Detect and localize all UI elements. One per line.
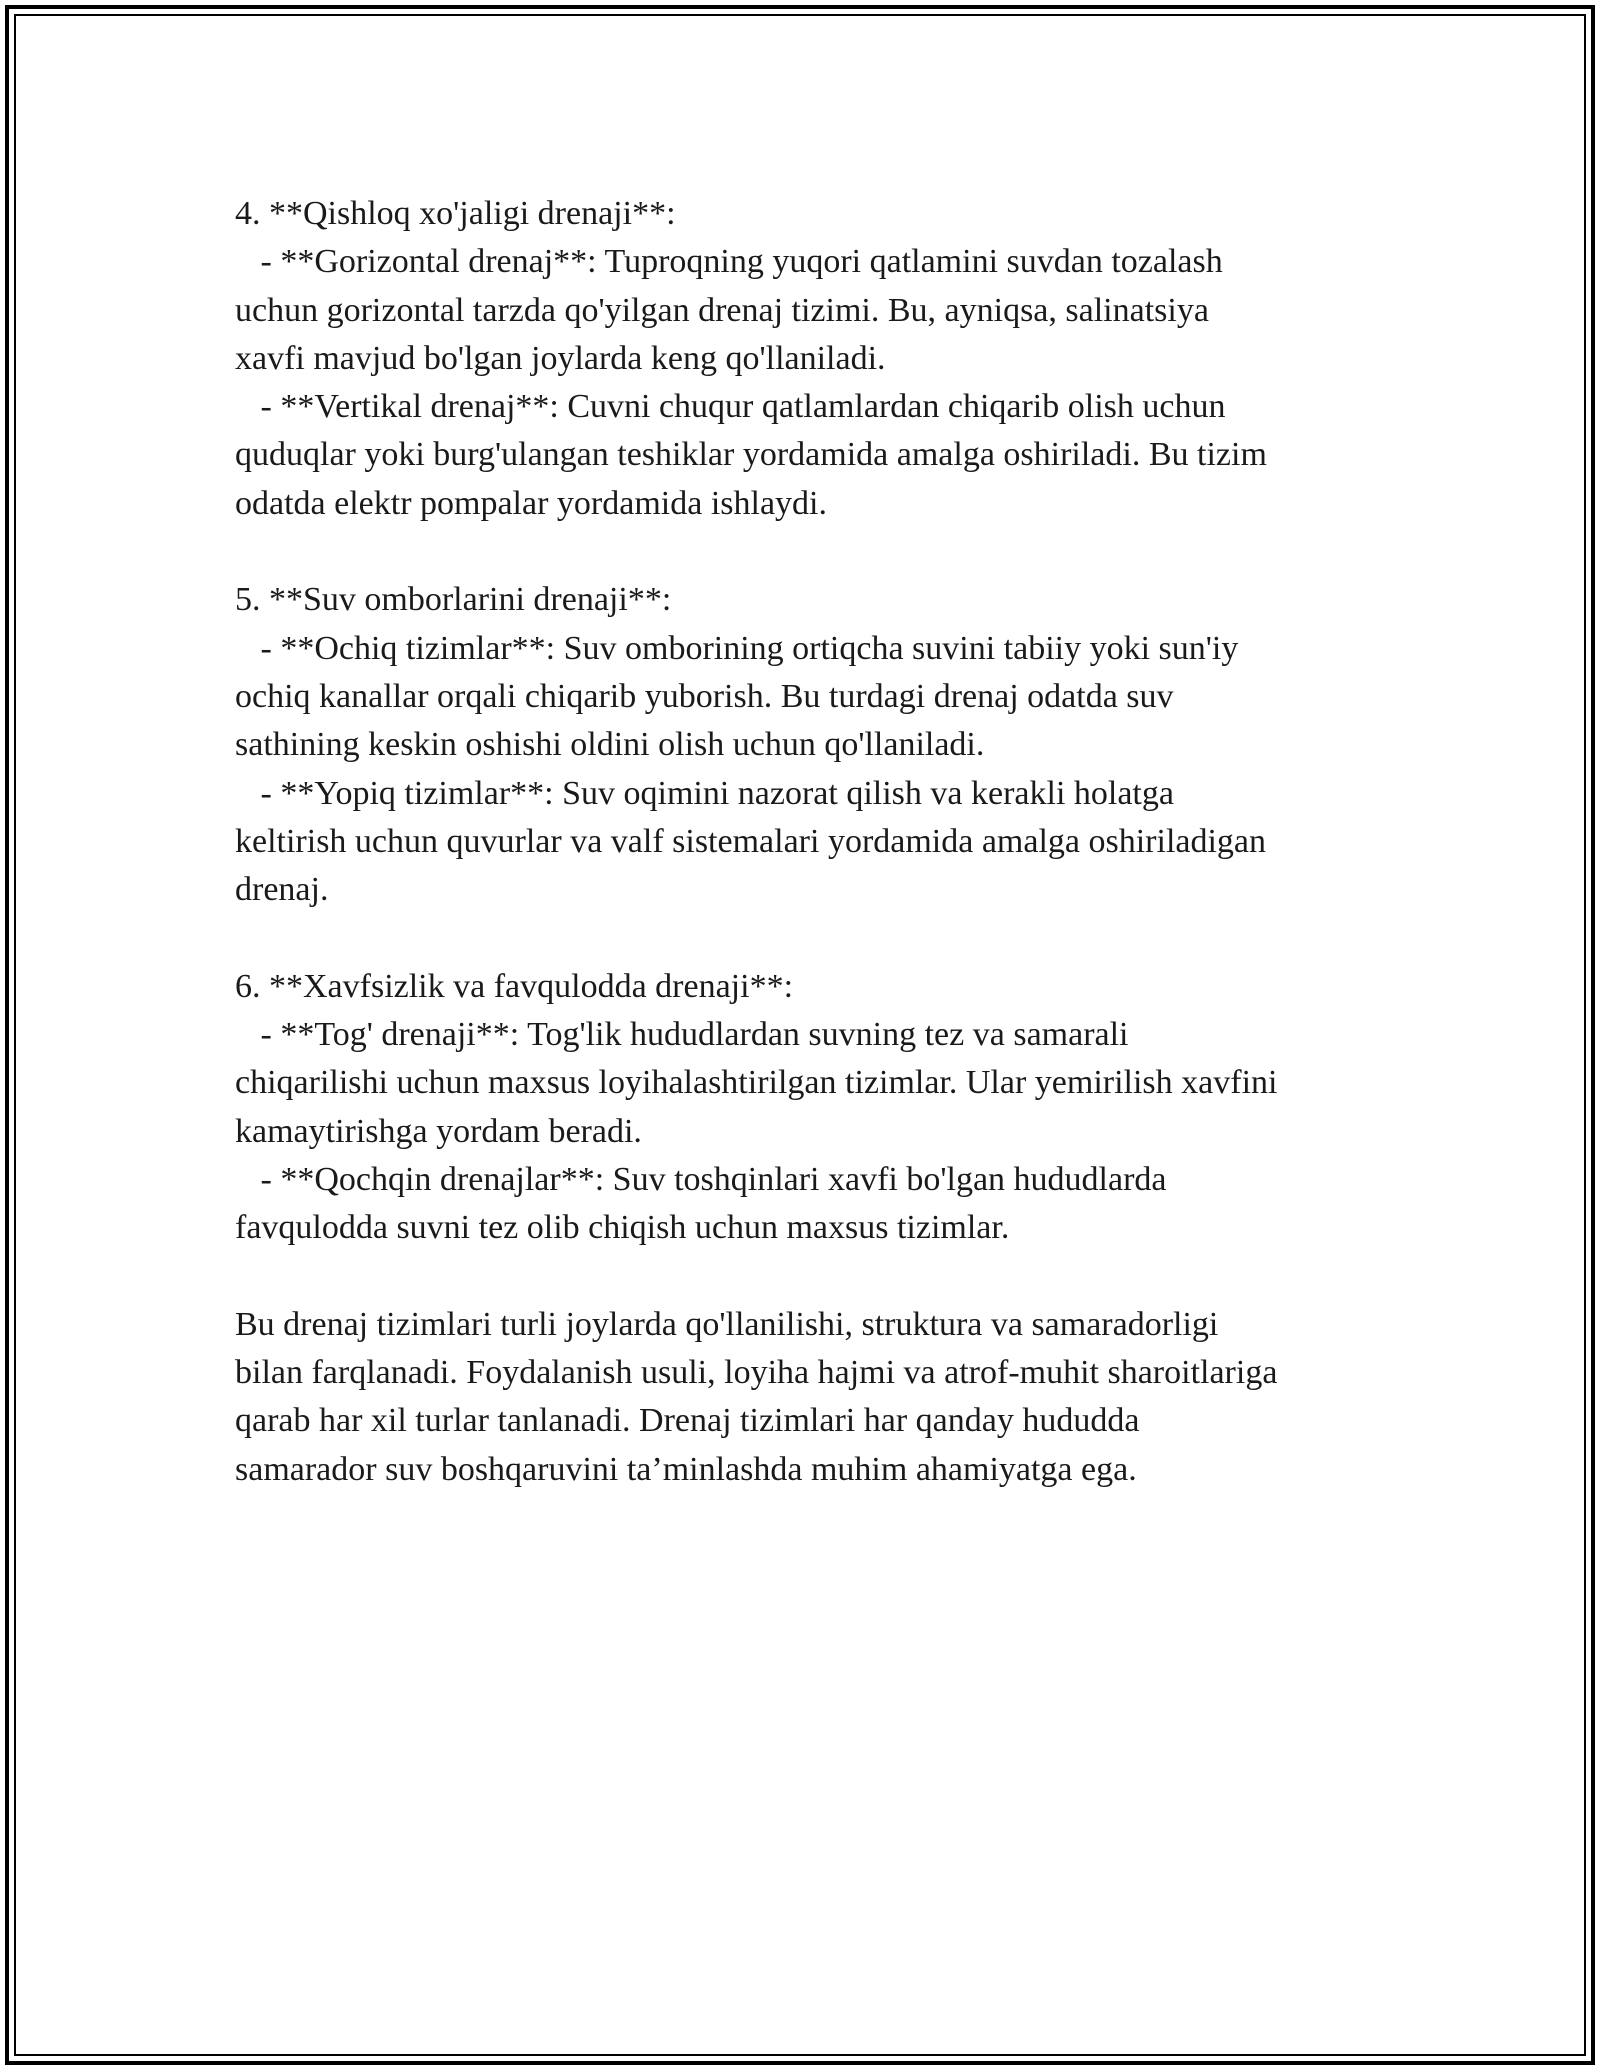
conclusion-line: Bu drenaj tizimlari turli joylarda qo'llanilishi, struktura va samaradorligi xyxy=(235,1305,1219,1343)
section-line: drenaj. xyxy=(235,871,329,909)
paragraph-spacer xyxy=(235,528,1415,576)
conclusion-line: samarador suv boshqaruvini ta’minlashda muhim ahamiyatga ega. xyxy=(235,1450,1137,1488)
section-line: - **Tog' drenaji**: Tog'lik hududlardan suvning tez va samarali xyxy=(235,1016,1129,1054)
section-line: keltirish uchun quvurlar va valf sistemalari yordamida amalga oshiriladigan xyxy=(235,822,1267,860)
section-line: chiqarilishi uchun maxsus loyihalashtirilgan tizimlar. Ular yemirilish xavfini xyxy=(235,1064,1278,1102)
section-line: sathining keskin oshishi oldini olish uchun qo'llaniladi. xyxy=(235,726,985,764)
section-line: xavfi mavjud bo'lgan joylarda keng qo'llaniladi. xyxy=(235,339,886,377)
conclusion-line: bilan farqlanadi. Foydalanish usuli, loyiha hajmi va atrof-muhit sharoitlariga xyxy=(235,1354,1278,1392)
section-line: - **Yopiq tizimlar**: Suv oqimini nazorat qilish va kerakli holatga xyxy=(235,774,1174,812)
conclusion-line: qarab har xil turlar tanlanadi. Drenaj tizimlari har qanday hududda xyxy=(235,1402,1140,1440)
section-heading: 5. **Suv omborlarini drenaji**: xyxy=(235,581,672,619)
section-line: favqulodda suvni tez olib chiqish uchun maxsus tizimlar. xyxy=(235,1209,1010,1247)
paragraph-spacer xyxy=(235,914,1415,962)
section-line: odatda elektr pompalar yordamida ishlaydi. xyxy=(235,484,827,522)
section-line: uchun gorizontal tarzda qo'yilgan drenaj tizimi. Bu, ayniqsa, salinatsiya xyxy=(235,291,1209,329)
section-heading: 6. **Xavfsizlik va favqulodda drenaji**: xyxy=(235,967,794,1005)
section-line: ochiq kanallar orqali chiqarib yuborish. Bu turdagi drenaj odatda suv xyxy=(235,677,1174,715)
document-body xyxy=(235,190,1415,1494)
paragraph-spacer xyxy=(235,1253,1415,1301)
section-line: - **Ochiq tizimlar**: Suv omborining ortiqcha suvini tabiiy yoki sun'iy xyxy=(235,629,1239,667)
section-line: quduqlar yoki burg'ulangan teshiklar yordamida amalga oshiriladi. Bu tizim xyxy=(235,436,1267,474)
section-line: - **Vertikal drenaj**: Cuvni chuqur qatlamlardan chiqarib olish uchun xyxy=(235,388,1226,426)
section-heading: 4. **Qishloq xo'jaligi drenaji**: xyxy=(235,195,676,232)
section-line: kamaytirishga yordam beradi. xyxy=(235,1112,642,1150)
section-line: - **Gorizontal drenaj**: Tuproqning yuqori qatlamini suvdan tozalash xyxy=(235,243,1223,281)
section-line: - **Qochqin drenajlar**: Suv toshqinlari xavfi bo'lgan hududlarda xyxy=(235,1160,1167,1198)
